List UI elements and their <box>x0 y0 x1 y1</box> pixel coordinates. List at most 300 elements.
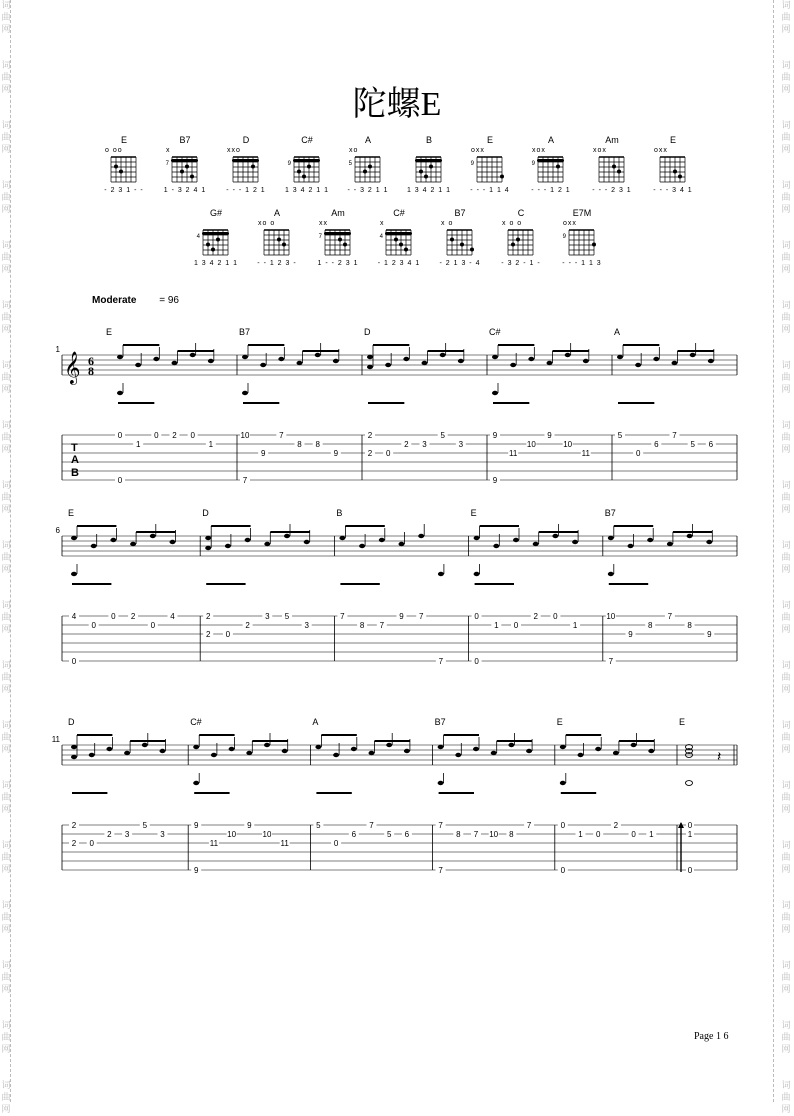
chord-name: D <box>242 135 250 145</box>
watermark-char: 曲 <box>781 613 791 623</box>
note-head <box>208 359 214 363</box>
chord-fret-number: 4 <box>196 234 200 240</box>
tab-number: 0 <box>513 621 519 630</box>
note-head <box>260 363 266 367</box>
tab-number: 7 <box>672 431 677 440</box>
watermark-char: 网 <box>1 685 11 695</box>
tab-number: 5 <box>690 440 695 449</box>
watermark-char: 词 <box>781 841 791 851</box>
chord-name: B7 <box>454 208 466 218</box>
chord-grid <box>374 228 424 258</box>
tab-number: 2 <box>404 440 409 449</box>
watermark-chars <box>781 180 791 216</box>
note-head <box>403 357 409 361</box>
tab-number: 7 <box>418 612 424 621</box>
note-head <box>528 357 534 361</box>
chord-name: G# <box>209 208 222 218</box>
tab-number: 5 <box>617 431 623 440</box>
chord-fingering: 1 3 4 2 1 1 <box>284 187 330 194</box>
chord-finger-dot <box>404 248 408 252</box>
watermark-char: 曲 <box>1 193 11 203</box>
watermark-chars <box>781 120 791 156</box>
note-head <box>653 357 659 361</box>
tab-number: 6 <box>404 830 410 839</box>
chord-name: A <box>364 135 371 145</box>
watermark-char: 网 <box>1 265 11 275</box>
chord-name: C <box>517 208 525 218</box>
note-head <box>513 538 519 542</box>
watermark-char: 网 <box>781 625 791 635</box>
note-head <box>706 540 712 544</box>
watermark-char: 词 <box>1 1 11 11</box>
note-head <box>150 534 156 538</box>
chord-fret-number: 4 <box>379 234 383 240</box>
tab-number: 9 <box>260 449 266 458</box>
watermark-char: 网 <box>1 205 11 215</box>
chord-grid <box>221 155 271 185</box>
note-head <box>648 749 654 753</box>
tab-number: 1 <box>135 440 141 449</box>
tab-number: 9 <box>193 866 199 875</box>
watermark-char: 网 <box>781 325 791 335</box>
watermark-chars <box>1 900 11 936</box>
tab-number: 6 <box>654 440 659 449</box>
watermark-char: 词 <box>781 961 791 971</box>
chord-finger-dot <box>460 243 464 247</box>
chord-grid <box>496 228 546 258</box>
note-head <box>359 544 365 548</box>
note-head <box>492 355 498 359</box>
measure-chord-label: C# <box>489 327 501 337</box>
chord-fingering: 1 3 4 2 1 1 <box>193 260 239 267</box>
tab-number: 0 <box>150 621 156 630</box>
measure-chord-label: A <box>614 327 621 337</box>
tab-number: 0 <box>190 431 195 440</box>
note-head <box>367 355 373 359</box>
chord-finger-dot <box>556 165 560 169</box>
note-head <box>229 747 235 751</box>
watermark-char: 词 <box>781 1021 791 1031</box>
tab-number: 5 <box>440 431 445 440</box>
measure-number: 1 <box>55 345 60 354</box>
watermark-chars <box>781 1080 791 1116</box>
page-title: 陀螺E <box>352 86 442 123</box>
chord-string-marks: xox <box>593 147 607 154</box>
tab-number: 7 <box>438 821 443 830</box>
note-head <box>117 391 123 395</box>
chord-barre <box>202 232 229 235</box>
note-head <box>667 542 673 546</box>
note-head <box>142 743 148 747</box>
chord-barre <box>171 159 198 162</box>
tab-number: 5 <box>386 830 392 839</box>
watermark-char: 曲 <box>1 673 11 683</box>
watermark-char: 网 <box>1 385 11 395</box>
tab-number: 10 <box>227 830 237 839</box>
chord-finger-dot <box>277 238 281 242</box>
tab-number: 11 <box>280 839 289 848</box>
measure-chord-label: B7 <box>239 327 251 337</box>
watermark-char: 网 <box>781 685 791 695</box>
note-head <box>560 745 566 749</box>
note-head <box>284 534 290 538</box>
tab-number: 2 <box>107 830 112 839</box>
chord-finger-dot <box>119 170 123 174</box>
chord-finger-dot <box>678 175 682 179</box>
chord-fingering: - - 1 2 3 - <box>257 260 297 267</box>
chord-finger-dot <box>429 165 433 169</box>
note-head <box>367 365 373 369</box>
tab-number: 9 <box>492 431 498 440</box>
watermark-char: 曲 <box>1 553 11 563</box>
chord-diagram <box>282 135 332 197</box>
tab-number: 1 <box>649 830 654 839</box>
chord-fret-number: 7 <box>318 234 322 240</box>
chord-fingering: - - - 1 1 3 <box>562 260 602 267</box>
note-head <box>438 572 444 576</box>
chord-diagram <box>160 135 210 197</box>
chord-grid <box>404 155 454 185</box>
measure-number: 11 <box>51 735 60 744</box>
note-head <box>278 357 284 361</box>
chord-diagram <box>557 208 607 270</box>
note-head <box>89 753 95 757</box>
note-head <box>315 353 321 357</box>
chord-diagram <box>99 135 149 197</box>
watermark-char: 曲 <box>1 493 11 503</box>
note-head <box>422 361 428 365</box>
tab-number: 0 <box>474 657 479 666</box>
measure-chord-label: E <box>106 327 113 337</box>
time-signature: 6 <box>88 354 94 368</box>
chord-string-marks <box>404 147 454 155</box>
note-head <box>595 747 601 751</box>
watermark-char: 词 <box>1 601 11 611</box>
note-head <box>153 357 159 361</box>
music-system <box>0 511 794 671</box>
watermark-char: 词 <box>1 781 11 791</box>
tab-number: 7 <box>340 612 345 621</box>
measure-number: 6 <box>55 526 60 535</box>
chord-finger-dot <box>673 170 677 174</box>
tab-number: 7 <box>279 431 284 440</box>
tab-number: 3 <box>160 830 165 839</box>
tab-number: 8 <box>297 440 302 449</box>
watermark-char: 词 <box>781 1 791 11</box>
note-head <box>493 544 499 548</box>
note-head <box>245 538 251 542</box>
tab-number: 8 <box>359 621 365 630</box>
chord-name: E <box>120 135 127 145</box>
measure-chord-label: D <box>68 717 75 727</box>
watermark-char: 词 <box>781 481 791 491</box>
watermark-char: 词 <box>1 1081 11 1091</box>
chord-fingering: 1 - - 2 3 1 <box>317 260 359 267</box>
watermark-char: 网 <box>781 565 791 575</box>
note-head <box>339 536 345 540</box>
chord-diagram <box>252 208 302 270</box>
watermark-char: 曲 <box>781 493 791 503</box>
note-head <box>672 361 678 365</box>
tab-number: 8 <box>315 440 320 449</box>
watermark-char: 词 <box>781 661 791 671</box>
chord-finger-dot <box>114 165 118 169</box>
watermark-char: 词 <box>781 181 791 191</box>
note-head <box>617 355 623 359</box>
music-system <box>0 720 794 880</box>
tab-number: 2 <box>130 612 136 621</box>
watermark-char: 词 <box>781 241 791 251</box>
measure-chord-label: B7 <box>604 508 616 518</box>
tab-number: 0 <box>687 821 693 830</box>
chord-finger-dot <box>511 243 515 247</box>
chord-finger-dot <box>617 170 621 174</box>
chord-grid <box>282 155 332 185</box>
tab-number: 2 <box>245 621 250 630</box>
tab-number: 11 <box>581 449 590 458</box>
watermark-char: 曲 <box>781 973 791 983</box>
watermark-char: 曲 <box>1 1033 11 1043</box>
note-head <box>71 755 77 759</box>
note-head <box>492 391 498 395</box>
tempo-marking <box>92 295 179 306</box>
note-head <box>578 753 584 757</box>
note-head <box>242 391 248 395</box>
chord-finger-dot <box>394 238 398 242</box>
chord-grid <box>557 228 607 258</box>
measure-chord-label: E <box>679 717 686 727</box>
chord-name: E7M <box>572 208 592 218</box>
watermark-char: 曲 <box>781 313 791 323</box>
tab-number: 1 <box>578 830 583 839</box>
note-head <box>708 359 714 363</box>
watermark-char: 词 <box>781 1081 791 1091</box>
tab-number: 11 <box>509 449 518 458</box>
chord-finger-dot <box>211 248 215 252</box>
chord-diagram <box>587 135 637 197</box>
watermark-chars <box>1 180 11 216</box>
watermark-char: 曲 <box>781 673 791 683</box>
watermark-char: 网 <box>781 925 791 935</box>
chord-name: E <box>486 135 493 145</box>
tab-number: 1 <box>494 621 499 630</box>
chord-finger-dot <box>185 165 189 169</box>
chord-grid <box>465 155 515 185</box>
tab-number: 0 <box>154 431 159 440</box>
chord-fingering: - - - 3 4 1 <box>653 187 693 194</box>
note-head <box>91 544 97 548</box>
note-head <box>205 546 211 550</box>
chord-grid <box>648 155 698 185</box>
note-head <box>385 363 391 367</box>
chord-finger-dot <box>302 175 306 179</box>
note-head <box>491 751 497 755</box>
watermark-char: 网 <box>1 505 11 515</box>
note-head <box>458 359 464 363</box>
tab-number: 0 <box>225 630 231 639</box>
chord-finger-dot <box>216 238 220 242</box>
note-head <box>631 743 637 747</box>
note-head <box>386 743 392 747</box>
watermark-char: 曲 <box>781 913 791 923</box>
note-head <box>117 355 123 359</box>
note-head <box>399 542 405 546</box>
tab-number: 0 <box>631 830 636 839</box>
watermark-char: 曲 <box>781 133 791 143</box>
note-head <box>369 751 375 755</box>
chord-finger-dot <box>368 165 372 169</box>
note-head <box>533 542 539 546</box>
tab-number: 6 <box>708 440 714 449</box>
chord-finger-dot <box>343 243 347 247</box>
note-head <box>613 751 619 755</box>
chord-name: C# <box>301 135 313 145</box>
chord-string-marks <box>191 220 241 228</box>
tab-number: 10 <box>526 440 536 449</box>
watermark-char: 词 <box>1 181 11 191</box>
tab-number: 5 <box>142 821 148 830</box>
tab-number: 1 <box>208 440 214 449</box>
chord-finger-dot <box>612 165 616 169</box>
chord-finger-dot <box>592 243 596 247</box>
watermark-char: 网 <box>1 625 11 635</box>
tab-number: 9 <box>193 821 199 830</box>
chord-string-marks: xx <box>319 220 328 227</box>
tempo-value: = 96 <box>159 295 179 306</box>
note-head <box>565 353 571 357</box>
chord-diagram <box>404 135 454 197</box>
tab-number: 3 <box>422 440 427 449</box>
watermark-char: 曲 <box>1 793 11 803</box>
watermark-char: 网 <box>781 445 791 455</box>
chord-finger-dot <box>500 175 504 179</box>
watermark-char: 词 <box>1 301 11 311</box>
tab-number: 4 <box>71 612 77 621</box>
note-head <box>304 540 310 544</box>
tab-number: 9 <box>547 431 552 440</box>
watermark-char: 曲 <box>1 733 11 743</box>
chord-barre <box>293 159 320 162</box>
chord-barre <box>537 159 564 162</box>
watermark-chars <box>781 240 791 276</box>
watermark-chars <box>1 1080 11 1116</box>
tab-number: 0 <box>553 612 558 621</box>
watermark-char: 词 <box>1 1021 11 1031</box>
chord-barre <box>324 232 351 235</box>
note-head <box>404 749 410 753</box>
chord-fingering: - 1 2 3 4 1 <box>377 260 421 267</box>
watermark-char: 词 <box>1 961 11 971</box>
chord-fingering: - 3 2 - 1 - <box>501 260 541 267</box>
watermark-char: 曲 <box>781 1093 791 1103</box>
tab-number: 0 <box>89 839 94 848</box>
chord-string-marks: x <box>380 220 385 227</box>
watermark-char: 网 <box>781 1105 791 1115</box>
watermark-char: 曲 <box>1 853 11 863</box>
chord-grid <box>526 155 576 185</box>
note-head <box>282 749 288 753</box>
chord-fret-number: 9 <box>287 161 291 167</box>
chord-finger-dot <box>206 243 210 247</box>
note-head <box>193 745 199 749</box>
note-head <box>474 536 480 540</box>
watermark-char: 网 <box>781 385 791 395</box>
watermark-char: 曲 <box>781 1033 791 1043</box>
chord-diagram <box>526 135 576 197</box>
note-head <box>635 363 641 367</box>
note-head <box>264 743 270 747</box>
tab-number: 10 <box>606 612 616 621</box>
watermark-chars <box>1 240 11 276</box>
note-head <box>379 538 385 542</box>
note-head <box>508 743 514 747</box>
watermark-char: 网 <box>1 1045 11 1055</box>
tab-number: 10 <box>262 830 272 839</box>
watermark-char: 曲 <box>1 373 11 383</box>
watermark-char: 曲 <box>1 913 11 923</box>
chord-finger-dot <box>419 170 423 174</box>
watermark-char: 词 <box>1 721 11 731</box>
measure-chord-label: B7 <box>434 717 446 727</box>
chord-finger-dot <box>516 238 520 242</box>
chord-fingering: - - - 1 1 4 <box>470 187 510 194</box>
measure-chord-label: A <box>312 717 319 727</box>
chord-finger-dot <box>450 238 454 242</box>
chord-fingering: - 2 3 1 - - <box>104 187 144 194</box>
watermark-char: 网 <box>1 445 11 455</box>
chord-name: A <box>273 208 280 218</box>
watermark-char: 曲 <box>781 253 791 263</box>
watermark-char: 词 <box>1 541 11 551</box>
watermark-char: 词 <box>781 781 791 791</box>
watermark-char: 曲 <box>781 553 791 563</box>
watermark-chars <box>781 0 791 36</box>
note-head <box>552 534 558 538</box>
watermark-char: 网 <box>781 985 791 995</box>
note-head <box>647 538 653 542</box>
chord-diagram <box>465 135 515 197</box>
chord-finger-dot <box>470 248 474 252</box>
chord-name: B7 <box>179 135 191 145</box>
tab-clef: A <box>71 454 79 466</box>
chord-fret-number: 9 <box>531 161 535 167</box>
note-head <box>687 534 693 538</box>
watermark-char: 网 <box>1 985 11 995</box>
tab-number: 9 <box>247 821 252 830</box>
watermark-char: 词 <box>781 601 791 611</box>
watermark-char: 曲 <box>781 733 791 743</box>
chord-barre <box>232 159 259 162</box>
tab-number: 8 <box>687 621 692 630</box>
tab-number: 10 <box>240 431 250 440</box>
chord-fret-number: 7 <box>165 161 169 167</box>
watermark-char: 曲 <box>1 73 11 83</box>
note-head <box>172 361 178 365</box>
chord-string-marks: oxx <box>563 220 577 227</box>
tab-number: 2 <box>205 630 211 639</box>
chord-diagram <box>435 208 485 270</box>
note-head <box>124 751 130 755</box>
chord-string-marks: xo o <box>258 220 276 227</box>
chord-grid <box>587 155 637 185</box>
note-head <box>690 353 696 357</box>
watermark-char: 词 <box>781 901 791 911</box>
tab-number: 7 <box>438 866 443 875</box>
note-head <box>242 355 248 359</box>
tab-number: 2 <box>533 612 538 621</box>
chord-string-marks: x o <box>441 220 454 227</box>
watermark-char: 词 <box>1 421 11 431</box>
